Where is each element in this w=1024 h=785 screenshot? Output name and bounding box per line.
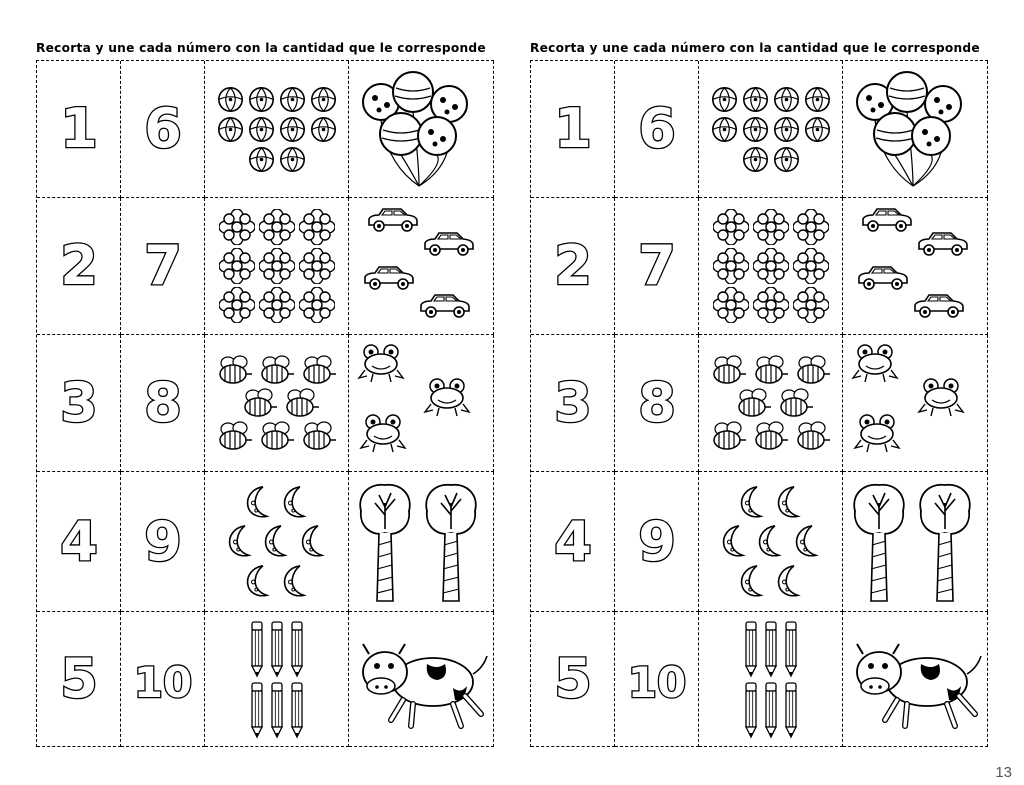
frog-scene-illustration xyxy=(351,338,491,468)
cow-scene-illustration xyxy=(351,614,491,744)
numeral-text: 7 xyxy=(637,234,676,297)
number-card xyxy=(37,61,121,198)
quantity-card-moon xyxy=(205,472,349,612)
numeral-outline xyxy=(617,226,697,306)
pencil-icon xyxy=(763,620,779,678)
numeral-outline xyxy=(617,89,697,169)
number-card xyxy=(121,335,205,472)
quantity-card-car xyxy=(843,198,988,335)
quantity-card-beach-ball xyxy=(699,61,843,198)
bee-icon xyxy=(241,388,279,418)
balloons-scene-illustration xyxy=(351,64,491,194)
numeral-outline xyxy=(39,639,119,719)
number-card xyxy=(531,61,615,198)
beach-ball-icon xyxy=(279,146,306,173)
numeral-text: 5 xyxy=(59,647,98,710)
numeral-outline xyxy=(39,226,119,306)
flower-icon xyxy=(259,209,295,245)
flower-icon xyxy=(219,287,255,323)
beach-ball-icon xyxy=(804,116,831,143)
numeral-text: 8 xyxy=(143,371,182,434)
pencil-icon xyxy=(763,681,779,739)
moon-icon xyxy=(773,484,805,520)
pencil-icon xyxy=(743,681,759,739)
numeral-outline xyxy=(123,89,203,169)
number-card xyxy=(531,612,615,747)
quantity-card-pencil xyxy=(699,612,843,747)
flower-icon xyxy=(793,209,829,245)
bee-icon xyxy=(752,355,790,385)
number-card xyxy=(615,472,699,612)
pencil-icon xyxy=(289,620,305,678)
flower-icon xyxy=(753,248,789,284)
beach-ball-icon xyxy=(711,86,738,113)
number-card xyxy=(121,198,205,335)
worksheet-left xyxy=(36,38,494,747)
quantity-card-balloons xyxy=(349,61,494,198)
moon-icon xyxy=(224,523,256,559)
numeral-outline xyxy=(39,363,119,443)
number-card xyxy=(121,61,205,198)
beach-ball-icon xyxy=(742,86,769,113)
tree-scene-illustration xyxy=(351,477,491,607)
numeral-text: 1 xyxy=(59,97,98,160)
moon-icon xyxy=(279,563,311,599)
moon-icon xyxy=(260,523,292,559)
quantity-card-beach-ball xyxy=(205,61,349,198)
pencil-icon xyxy=(249,681,265,739)
pencil-icon xyxy=(289,681,305,739)
numeral-outline xyxy=(533,363,613,443)
flower-icon xyxy=(259,287,295,323)
cutout-grid xyxy=(530,60,988,747)
bee-icon xyxy=(216,421,254,451)
frog-scene-illustration xyxy=(845,338,985,468)
number-card xyxy=(615,612,699,747)
balloons-scene-illustration xyxy=(845,64,985,194)
number-card xyxy=(121,472,205,612)
numeral-text: 6 xyxy=(637,97,676,160)
number-card xyxy=(37,198,121,335)
bee-icon xyxy=(283,388,321,418)
numeral-text: 8 xyxy=(637,371,676,434)
flower-icon xyxy=(259,248,295,284)
numeral-text: 2 xyxy=(553,234,592,297)
instruction-title: Recorta y une cada número con la cantidad que le corresponde xyxy=(36,41,486,55)
number-card xyxy=(37,612,121,747)
car-scene-illustration xyxy=(351,201,491,331)
bee-icon xyxy=(258,421,296,451)
number-card xyxy=(37,335,121,472)
numeral-outline xyxy=(617,363,697,443)
quantity-card-cow xyxy=(843,612,988,747)
moon-icon xyxy=(718,523,750,559)
beach-ball-icon xyxy=(742,146,769,173)
pencil-icon xyxy=(269,620,285,678)
bee-icon xyxy=(777,388,815,418)
number-card xyxy=(531,472,615,612)
number-card xyxy=(615,335,699,472)
moon-icon xyxy=(736,484,768,520)
moon-icon xyxy=(297,523,329,559)
numeral-outline xyxy=(123,639,203,719)
numeral-outline xyxy=(533,502,613,582)
beach-ball-icon xyxy=(248,146,275,173)
bee-icon xyxy=(794,355,832,385)
beach-ball-icon xyxy=(773,116,800,143)
quantity-card-car xyxy=(349,198,494,335)
bee-icon xyxy=(752,421,790,451)
numeral-outline xyxy=(533,639,613,719)
bee-icon xyxy=(258,355,296,385)
moon-icon xyxy=(242,563,274,599)
worksheet-right xyxy=(530,38,988,747)
flower-icon xyxy=(219,248,255,284)
cow-scene-illustration xyxy=(845,614,985,744)
beach-ball-icon xyxy=(804,86,831,113)
instruction-title: Recorta y une cada número con la cantidad que le corresponde xyxy=(530,41,980,55)
quantity-card-pencil xyxy=(205,612,349,747)
quantity-card-moon xyxy=(699,472,843,612)
bee-icon xyxy=(710,355,748,385)
numeral-text: 10 xyxy=(133,658,192,707)
number-card xyxy=(531,335,615,472)
quantity-card-bee xyxy=(205,335,349,472)
flower-icon xyxy=(753,209,789,245)
quantity-card-flower xyxy=(699,198,843,335)
bee-icon xyxy=(735,388,773,418)
numeral-outline xyxy=(123,502,203,582)
numeral-outline xyxy=(617,639,697,719)
moon-icon xyxy=(791,523,823,559)
flower-icon xyxy=(713,287,749,323)
numeral-outline xyxy=(533,226,613,306)
numeral-text: 1 xyxy=(553,97,592,160)
quantity-card-tree xyxy=(843,472,988,612)
moon-icon xyxy=(279,484,311,520)
quantity-card-flower xyxy=(205,198,349,335)
flower-icon xyxy=(793,248,829,284)
quantity-card-bee xyxy=(699,335,843,472)
cutout-grid xyxy=(36,60,494,747)
beach-ball-icon xyxy=(217,86,244,113)
beach-ball-icon xyxy=(279,116,306,143)
flower-icon xyxy=(299,287,335,323)
beach-ball-icon xyxy=(742,116,769,143)
car-scene-illustration xyxy=(845,201,985,331)
quantity-card-tree xyxy=(349,472,494,612)
number-card xyxy=(37,472,121,612)
moon-icon xyxy=(773,563,805,599)
moon-icon xyxy=(242,484,274,520)
numeral-text: 3 xyxy=(553,371,592,434)
pencil-icon xyxy=(269,681,285,739)
numeral-text: 2 xyxy=(59,234,98,297)
moon-icon xyxy=(754,523,786,559)
beach-ball-icon xyxy=(279,86,306,113)
flower-icon xyxy=(299,209,335,245)
flower-icon xyxy=(793,287,829,323)
quantity-card-frog xyxy=(843,335,988,472)
pencil-icon xyxy=(743,620,759,678)
numeral-text: 3 xyxy=(59,371,98,434)
numeral-outline xyxy=(617,502,697,582)
pencil-icon xyxy=(783,681,799,739)
tree-scene-illustration xyxy=(845,477,985,607)
number-card xyxy=(121,612,205,747)
numeral-text: 9 xyxy=(143,509,182,573)
quantity-card-cow xyxy=(349,612,494,747)
numeral-text: 7 xyxy=(143,234,182,297)
flower-icon xyxy=(713,209,749,245)
numeral-outline xyxy=(39,502,119,582)
number-card xyxy=(531,198,615,335)
beach-ball-icon xyxy=(310,86,337,113)
bee-icon xyxy=(300,355,338,385)
number-card xyxy=(615,198,699,335)
numeral-text: 5 xyxy=(553,647,592,710)
beach-ball-icon xyxy=(217,116,244,143)
pencil-icon xyxy=(783,620,799,678)
numeral-text: 6 xyxy=(143,97,182,160)
beach-ball-icon xyxy=(773,146,800,173)
numeral-outline xyxy=(533,89,613,169)
bee-icon xyxy=(216,355,254,385)
numeral-text: 4 xyxy=(553,509,592,573)
flower-icon xyxy=(753,287,789,323)
numeral-text: 4 xyxy=(59,509,98,573)
bee-icon xyxy=(794,421,832,451)
flower-icon xyxy=(219,209,255,245)
quantity-card-frog xyxy=(349,335,494,472)
bee-icon xyxy=(300,421,338,451)
moon-icon xyxy=(736,563,768,599)
pencil-icon xyxy=(249,620,265,678)
numeral-outline xyxy=(123,226,203,306)
flower-icon xyxy=(713,248,749,284)
page-number: 13 xyxy=(995,764,1012,781)
numeral-text: 10 xyxy=(627,658,686,707)
bee-icon xyxy=(710,421,748,451)
beach-ball-icon xyxy=(248,116,275,143)
beach-ball-icon xyxy=(310,116,337,143)
numeral-outline xyxy=(123,363,203,443)
numeral-text: 9 xyxy=(637,509,676,573)
quantity-card-balloons xyxy=(843,61,988,198)
flower-icon xyxy=(299,248,335,284)
beach-ball-icon xyxy=(773,86,800,113)
beach-ball-icon xyxy=(248,86,275,113)
numeral-outline xyxy=(39,89,119,169)
beach-ball-icon xyxy=(711,116,738,143)
number-card xyxy=(615,61,699,198)
